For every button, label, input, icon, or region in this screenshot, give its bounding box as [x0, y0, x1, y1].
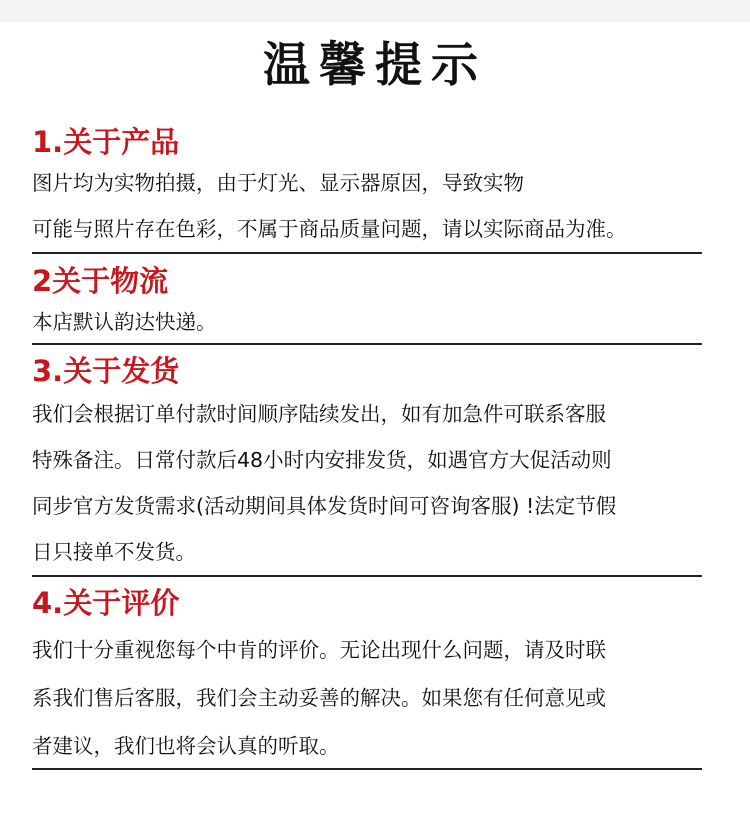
section-text-line: 特殊备注。日常付款后48小时内安排发货，如遇官方大促活动则	[32, 448, 612, 472]
section-text-line: 同步官方发货需求(活动期间具体发货时间可咨询客服) !法定节假	[32, 494, 617, 518]
page-title: 温馨提示	[263, 38, 487, 93]
divider	[32, 768, 702, 770]
section-product	[32, 124, 702, 248]
section-heading: 2关于物流	[32, 264, 169, 298]
section-heading: 4.关于评价	[32, 586, 180, 620]
divider	[32, 252, 702, 254]
divider	[32, 343, 702, 345]
section-text-line: 日只接单不发货。	[32, 540, 196, 564]
section-heading: 1.关于产品	[32, 125, 180, 159]
section-text-line: 我们会根据订单付款时间顺序陆续发出，如有加急件可联系客服	[32, 402, 606, 426]
section-text-line: 者建议，我们也将会认真的听取。	[32, 734, 340, 758]
divider	[32, 575, 702, 577]
section-text-line: 系我们售后客服，我们会主动妥善的解决。如果您有任何意见或	[32, 686, 606, 710]
section-text-line: 图片均为实物拍摄，由于灯光、显示器原因，导致实物	[32, 171, 524, 195]
section-heading: 3.关于发货	[32, 354, 180, 388]
top-strip	[0, 0, 750, 22]
section-logistics	[32, 263, 702, 341]
section-text-line: 本店默认韵达快递。	[32, 310, 217, 334]
section-review	[32, 585, 702, 765]
section-shipping	[32, 353, 702, 571]
section-text-line: 我们十分重视您每个中肯的评价。无论出现什么问题，请及时联	[32, 638, 606, 662]
section-text-line: 可能与照片存在色彩，不属于商品质量问题，请以实际商品为准。	[32, 217, 627, 241]
